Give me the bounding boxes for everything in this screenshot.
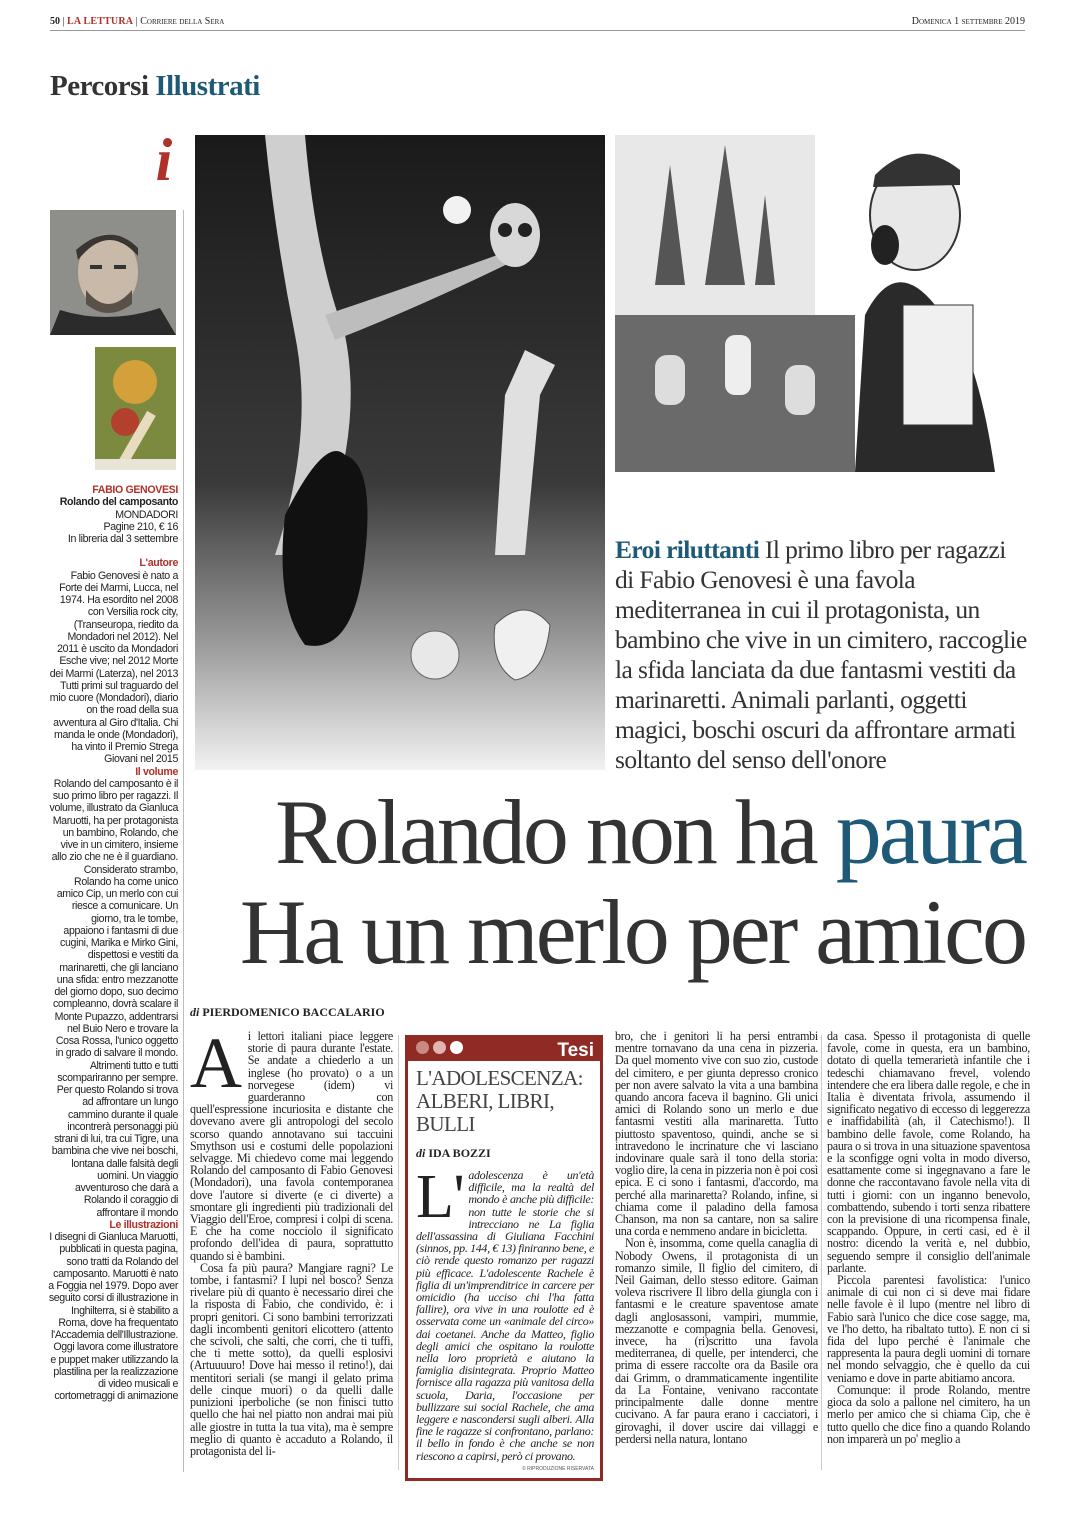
- headline-line-2: Ha un merlo per amico: [239, 881, 1025, 983]
- column-divider: [398, 1035, 399, 1470]
- book-info-sidebar: [48, 484, 178, 1403]
- article-paragraph: Piccola parentesi favolistica: l'unico animale di cui non ci si deve mai fidare nelle favole è il lupo (mentre nel libro di Fabio sarà l'unico che dice cose sagge, ma, ve l'ho detto, ha ribaltato tutto). E non ci si fida del lupo perché è l'animale che rappresenta la paura degli uomini di tornare nel mondo selvaggio, che è quello da cui veniamo e dove in parte abitiamo ancora.: [827, 1273, 1030, 1385]
- section-title: [50, 70, 260, 103]
- dot-icon: [450, 1041, 463, 1054]
- tesi-author: IDA BOZZI: [428, 1146, 491, 1160]
- article-paragraph: Non è, insomma, come quella canaglia di Nobody Owens, il protagonista di un romanzo simile, Il figlio del cimitero, di Neil Gaiman, dello stesso editore. Gaiman voleva riscrivere Il libro della giungla con i fantasmi e le creature spaventose amate dagli anglosassoni, vampiri, mummie, mezzanotte e compagnia bella. Genovesi, invece, ha (ri)scritto una favola mediterranea, di quelle, per intenderci, che prima di essere raccolte ora da Basile ora dai Grimm, o drammaticamente ingentilite da La Fontaine, venivano raccontate principalmente dalle donne mentre cucivano. A far paura erano i cacciatori, i girovaghi, il dover uscire dai villaggi e perdersi nella natura, lontano: [615, 1236, 818, 1446]
- page-header: 50 | LA LETTURA | Corriere della Sera Domenica 1 settembre 2019: [50, 14, 1025, 31]
- article-paragraph: Cosa fa più paura? Mangiare ragni? Le tombe, i fantasmi? I lupi nel bosco? Senza rivelare più di quanto è necessario direi che la risposta di Fabio, che condivido, è: i propri genitori. Ci sono bambini terrorizzati dagli incombenti genitori elicottero (attento che scivoli, che salti, che corri, che ti tuffi, che ti mette sotto), da quelli esplosivi (Artuuuuro! Dove hai messo il retino!), dai mentitori seriali (se mangi il gelato prima delle cinque muori) o da quelli dalle punizioni iperboliche (se non finisci tutto quello che hai nel piatto non andrai mai più alle giostre in tutta la tua vita), ma è sempre meglio di quanto è accaduto a Rolando, il protagonista del li-: [190, 1260, 393, 1458]
- article-paragraph: Comunque: il prode Rolando, mentre gioca da solo a pallone nel cimitero, ha un merlo per amico che si chiama Cip, che è tutto quello che dice fino a quando Rolando non imparerà un po' meglio a: [827, 1382, 1030, 1446]
- tesi-title: L'ADOLESCENZA: ALBERI, LIBRI, BULLI: [416, 1066, 583, 1136]
- headline-accent: paura: [835, 781, 1025, 883]
- author-heading: L'autore: [139, 557, 178, 570]
- tesi-box: [405, 1035, 603, 1481]
- byline-prefix: di: [416, 1146, 426, 1160]
- info-icon: i: [155, 127, 173, 193]
- tesi-header-bar: [408, 1035, 600, 1061]
- book-pages-price: Pagine 210, € 16: [103, 520, 178, 533]
- byline-prefix: di: [190, 1005, 200, 1019]
- book-author: FABIO GENOVESI: [92, 484, 178, 496]
- illustrations-heading: Le illustrazioni: [109, 1218, 178, 1231]
- headline-line-1: [275, 782, 1025, 882]
- forest-illustration: [195, 135, 605, 770]
- article-paragraph: i lettori italiani piace leggere storie di paura durante l'estate. Se andate a chiederlo a un inglese (ho provato) o a un norvegese (idem) vi guarderanno con quell'espressione incuriosita e distante che dovevano avere gli antropologi del secolo scorso quando annotavano sui taccuini Smythson usi e costumi delle popolazioni selvagge. Mi chiedevo come mai leggendo Rolando del camposanto di Fabio Genovesi (Mondadori), una favola contemporanea dove l'autore si diverte (e ci diverte) a smontare gli ingredienti più tradizionali del Viaggio dell'Eroe, compresi i colpi di scena. E che ha come nocciolo il significato profondo dell'idea di paura, soprattutto quando si è bambini.: [190, 1029, 393, 1263]
- cemetery-illustration: [615, 135, 1023, 472]
- volume-heading: Il volume: [135, 765, 178, 778]
- book-cover-image: [95, 347, 176, 470]
- issue-date: Domenica 1 settembre 2019: [911, 16, 1025, 27]
- drop-cap: L': [416, 1163, 465, 1231]
- article-byline: [190, 1005, 385, 1020]
- section-title-part2: Illustrati: [155, 70, 260, 102]
- column-divider: [821, 1035, 822, 1470]
- volume-text: Rolando del camposanto è il suo primo libro per ragazzi. Il volume, illustrato da Gianluca Maruotti, ha per protagonista un bambino, Rolando, che vive in un cimitero, insieme allo zio che ne è il guardiano. Considerato strambo, Rolando ha come unico amico Cip, un merlo con cui riesce a comunicare. Un giorno, tra le tombe, appaiono i fantasmi di due cugini, Marika e Mirko Gini, dispettosi e vestiti da marinaretti, che gli lanciano una sfida: entro mezzanotte del giorno dopo, suo decimo compleanno, dovrà scalare il Monte Pupazzo, addentrarsi nel Buio Nero e trovare la Cosa Rossa, l'unico oggetto in grado di salvare il mondo. Altrimenti tutto e tutti scompariranno per sempre. Per questo Rolando si trova ad affrontare un lungo cammino durante il quale incontrerà personaggi più strani di lui, tra cui Tigre, una bambina che vive nei boschi, lontana dalle falsità degli uomini. Un viaggio avventuroso che darà a Rolando il coraggio di affrontare il mondo: [49, 777, 178, 1219]
- book-publisher: MONDADORI: [115, 508, 178, 521]
- dot-icon: [433, 1041, 446, 1054]
- byline-author: PIERDOMENICO BACCALARIO: [202, 1005, 385, 1019]
- drop-cap: A: [190, 1023, 242, 1103]
- article-column-4: [827, 1030, 1030, 1445]
- tesi-text: adolescenza è un'età difficile, ma la realtà del mondo è anche più difficile: non tutte le storie che si intrecciano ne La figlia dell'assassina di Giuliana Facchini (sinnos, pp. 144, € 13) finiranno bene, e ciò rende questo romanzo per ragazzi più efficace. L'adolescente Rachele è figlia di un'imprenditrice in carcere per omicidio (ha ucciso chi l'ha fatta fallire), ora vive in una roulotte ed è osservata come un «animale del circo» dai coetanei. Anche da Matteo, figlio degli amici che ospitano la roulotte nella loro proprietà e aiutano la famiglia disintegrata. Proprio Matteo fornisce alla ragazza più vanitosa della scuola, Daria, l'occasione per bullizzare sui social Rachele, che ama leggere e nascondersi sugli alberi. Alla fine le ragazze si confrontano, parlano: il bello in fondo è che anche se non riescono a capirsi, però ci provano.: [416, 1168, 594, 1463]
- page-number: 50: [50, 16, 60, 27]
- deck-kicker: Eroi riluttanti: [615, 535, 760, 564]
- copyright-note: © RIPRODUZIONE RISERVATA: [522, 1465, 594, 1472]
- headline-part: Rolando non ha: [275, 781, 816, 883]
- sidebar-divider: [183, 210, 184, 1472]
- dot-icon: [416, 1041, 429, 1054]
- newspaper-name: Corriere della Sera: [140, 16, 225, 27]
- supplement-brand: LA LETTURA: [67, 16, 134, 27]
- author-photo: [50, 210, 176, 335]
- book-release: In libreria dal 3 settembre: [67, 533, 178, 545]
- article-deck: [615, 535, 1030, 775]
- article-column-1: [190, 1023, 393, 1458]
- section-title-part1: Percorsi: [50, 70, 149, 102]
- book-title: Rolando del camposanto: [59, 496, 178, 509]
- tesi-tag: Tesi: [557, 1040, 594, 1061]
- tesi-byline: [416, 1146, 592, 1161]
- illustrations-text: I disegni di Gianluca Maruotti, pubblicati in questa pagina, sono tratti da Rolando del camposanto. Maruotti è nato a Foggia nel 1979. Dopo aver seguito corsi di illustrazione in Inghilterra, si è stabilito a Roma, dove ha frequentato l'Accademia dell'Illustrazione. Oggi lavora come illustratore e puppet maker utilizzando la plastilina per la realizzazione di video musicali e cortometraggi di animazione: [48, 1231, 178, 1403]
- article-paragraph: da casa. Spesso il protagonista di quelle favole, come in questa, era un bambino, dotato di quella temerarietà infantile che i tedeschi chiamavano frevel, volendo intendere che era libera dalle regole, e che in Italia è diventata frivola, assumendo il significato negativo di eccesso di leggerezza e inaffidabilità (ah, il Catechismo!). Il bambino delle favole, come Rolando, ha paura o si trova in una situazione spaventosa e la sconfigge ogni volta in modo diverso, esattamente come si ingegnavano a fare le donne che raccontavano favole nella vita di tutti i giorni: con un inganno benevolo, combattendo, subendo i torti senza ribattere con la previsione di una ricompensa finale, scappando. Oppure, in certi casi, ed è il nostro: dicendo la verità e, nel dubbio, seguendo sempre il consiglio dell'animale parlante.: [827, 1029, 1030, 1275]
- deck-text: Il primo libro per ragazzi di Fabio Genovesi è una favola mediterranea in cui il protagonista, un bambino che vive in un cimitero, raccoglie la sfida lanciata da due fantasmi vestiti da marinaretti. Animali parlanti, oggetti magici, boschi oscuri da affrontare armati soltanto del senso dell'onore: [615, 535, 1027, 774]
- article-paragraph: bro, che i genitori li ha persi entrambi mentre tornavano da una cena in pizzeria. Da quel momento vive con suo zio, custode del cimitero, e per giunta depresso cronico per non avere salvato la vita a una bambina quando ancora faceva il bagnino. Gli unici amici di Rolando sono un merlo e due fantasmi vestiti alla marinaretta. Tutto piuttosto spaventoso, quindi, anche se si intravedono le incrinature che vi lasciano indovinare quale sarà il tono della storia: voglio dire, la cena in pizzeria non è poi così epica. E ci sono i fantasmi, d'accordo, ma perché alla marinaretta? Rolando, infine, si chiama come il paladino della famosa Chanson, ma non sa cantare, non sa salire una corda e nemmeno andare in bicicletta.: [615, 1029, 818, 1239]
- author-text: Fabio Genovesi è nato a Forte dei Marmi, Lucca, nel 1974. Ha esordito nel 2008 con Versilia rock city, (Transeuropa, riedito da Mondadori nel 2012). Nel 2011 è uscito da Mondadori Esche vive; nel 2012 Morte dei Marmi (Laterza), nel 2013 Tutti primi sul traguardo del mio cuore (Mondadori), diario on the road della sua avventura al Giro d'Italia. Chi manda le onde (Mondadori), ha vinto il Premio Strega Giovani nel 2015: [49, 569, 178, 766]
- tesi-body: [416, 1163, 594, 1463]
- article-column-3: [615, 1030, 818, 1445]
